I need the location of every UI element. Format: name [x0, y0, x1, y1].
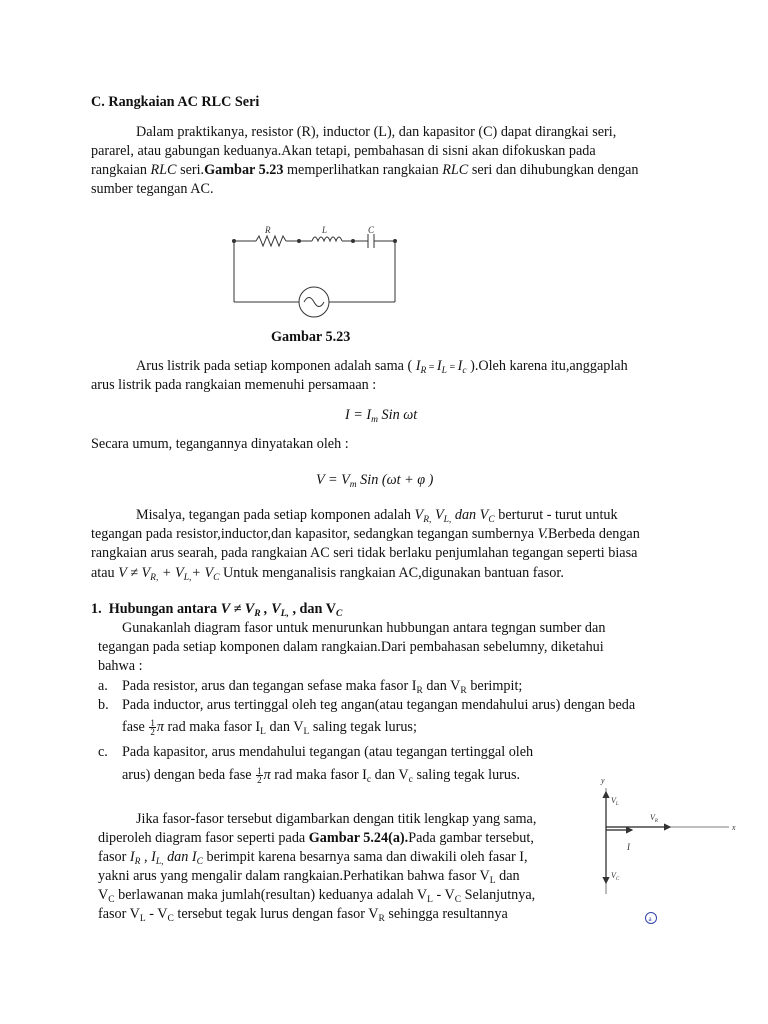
- list-item-c-line-1: Pada kapasitor, arus mendahului tegangan (atau tegangan tertinggal oleh: [122, 744, 534, 760]
- p4-line-3: rangkaian arus searah, pada rangkaian AC seri tidak berlaku penjumlahan tegangan seperti biasa: [91, 545, 638, 561]
- list-item-b-line-1: Pada inductor, arus tertinggal oleh teg angan(atau tegangan mendahului arus) dengan beda: [122, 697, 636, 713]
- intro-line-1: Dalam praktikanya, resistor (R), inductor (L), dan kapasitor (C) dapat dirangkai seri,: [136, 124, 617, 140]
- intro-line-3: rangkaian RLC seri.Gambar 5.23 memperlihatkan rangkaian RLC seri dan dihubungkan dengan: [91, 162, 639, 178]
- p6-line-1: Jika fasor-fasor tersebut digambarkan dengan titik lengkap yang sama,: [136, 811, 537, 827]
- list-item-c-line-2: arus) dengan beda fase $\frac{1}{2}$ π rad maka fasor $I_c$ dan $V_c$ saling tegak lurus.: [122, 766, 521, 786]
- p6-line-6: fasor $V_L - V_C$ tersebut tegak lurus dengan fasor $V_R$ sehingga resultannya: [98, 906, 508, 924]
- p6-line-5: $V_C$ berlawanan maka jumlah(resultan) keduanya adalah $V_L - V_C$ Selanjutnya,: [98, 887, 536, 905]
- phasor-diagram: [585, 770, 745, 930]
- list-marker-c: c.: [98, 744, 108, 760]
- list-marker-b: b.: [98, 697, 109, 713]
- y-label: y: [601, 776, 605, 785]
- vl-label: $V_L$: [611, 796, 619, 807]
- subfigure-label: a: [648, 915, 652, 923]
- intro-line-2: pararel, atau gabungan keduanya.Akan tetapi, pembahasan di sisni akan difokuskan pada: [91, 143, 596, 159]
- p4-line-2: tegangan pada resistor,inductor,dan kapasitor, sedangkan tegangan sumbernya V.Berbeda dengan: [91, 526, 640, 542]
- equation-current: $I = I_m$ Sin ωt: [345, 407, 418, 425]
- p2-line-2: arus listrik pada rangkaian memenuhi persamaan :: [91, 377, 377, 393]
- list-item-b-line-2: fase $\frac{1}{2}$ π rad maka fasor $I_L$ dan $V_L$ saling tegak lurus;: [122, 718, 417, 738]
- x-label: x: [732, 823, 736, 832]
- fraction-half: $\frac{1}{2}$: [150, 718, 155, 738]
- p4-line-1: Misalya, tegangan pada setiap komponen adalah $V_{R,}$ $V_{L,}$ dan $V_C$ berturut - turut untuk: [136, 507, 618, 525]
- p2-line-1: Arus listrik pada setiap komponen adalah sama ( $I_R = I_L = I_c$ ).Oleh karena itu,anggaplah: [136, 358, 628, 376]
- inductor-symbol: [312, 237, 342, 241]
- p3-line: Secara umum, tegangannya dinyatakan oleh :: [91, 436, 349, 452]
- p4-line-4: atau $V \ne V_{R,} + V_{L,}+ V_C$ Untuk menganalisis rangkaian AC,digunakan bantuan fasor.: [91, 565, 564, 583]
- fraction-half: $\frac{1}{2}$: [257, 766, 262, 786]
- rlc-circuit-diagram: [228, 222, 403, 318]
- equation-voltage: $V = V_m$ Sin (ωt + φ ): [316, 472, 434, 490]
- p5-line-2: tegangan pada setiap komponen dalam rangkaian.Dari pembahasan sebelumny, diketahui: [98, 639, 604, 655]
- label-c: C: [368, 225, 375, 235]
- p6-line-4: yakni arus yang mengalir dalam rangkaian.Perhatikan bahwa fasor $V_L$ dan: [98, 868, 520, 886]
- list-marker-a: a.: [98, 678, 108, 694]
- p6-line-2: diperoleh diagram fasor seperti pada Gambar 5.24(a).Pada gambar tersebut,: [98, 830, 534, 846]
- figure-caption: Gambar 5.23: [271, 329, 351, 345]
- vc-label: $V_C$: [611, 871, 620, 882]
- label-r: R: [265, 225, 271, 235]
- subsection-heading: 1. Hubungan antara $V \ne V_R$ , $V_{L,}$ , dan $V_C$: [91, 601, 343, 619]
- resistor-symbol: [256, 236, 286, 246]
- vr-label: $V_R$: [650, 813, 658, 824]
- current-label: I: [627, 842, 630, 852]
- list-item-a: Pada resistor, arus dan tegangan sefase maka fasor $I_R$ dan $V_R$ berimpit;: [122, 678, 523, 696]
- intro-line-4: sumber tegangan AC.: [91, 181, 214, 197]
- p6-line-3: fasor $I_R$ , $I_{L,}$ dan $I_C$ berimpit karena besarnya sama dan diwakili oleh fasar I,: [98, 849, 528, 867]
- p5-line-1: Gunakanlah diagram fasor untuk menurunkan hubbungan antara tegngan sumber dan: [122, 620, 606, 636]
- section-title: C. Rangkaian AC RLC Seri: [91, 94, 260, 110]
- label-l: L: [322, 225, 328, 235]
- p5-line-3: bahwa :: [98, 658, 143, 674]
